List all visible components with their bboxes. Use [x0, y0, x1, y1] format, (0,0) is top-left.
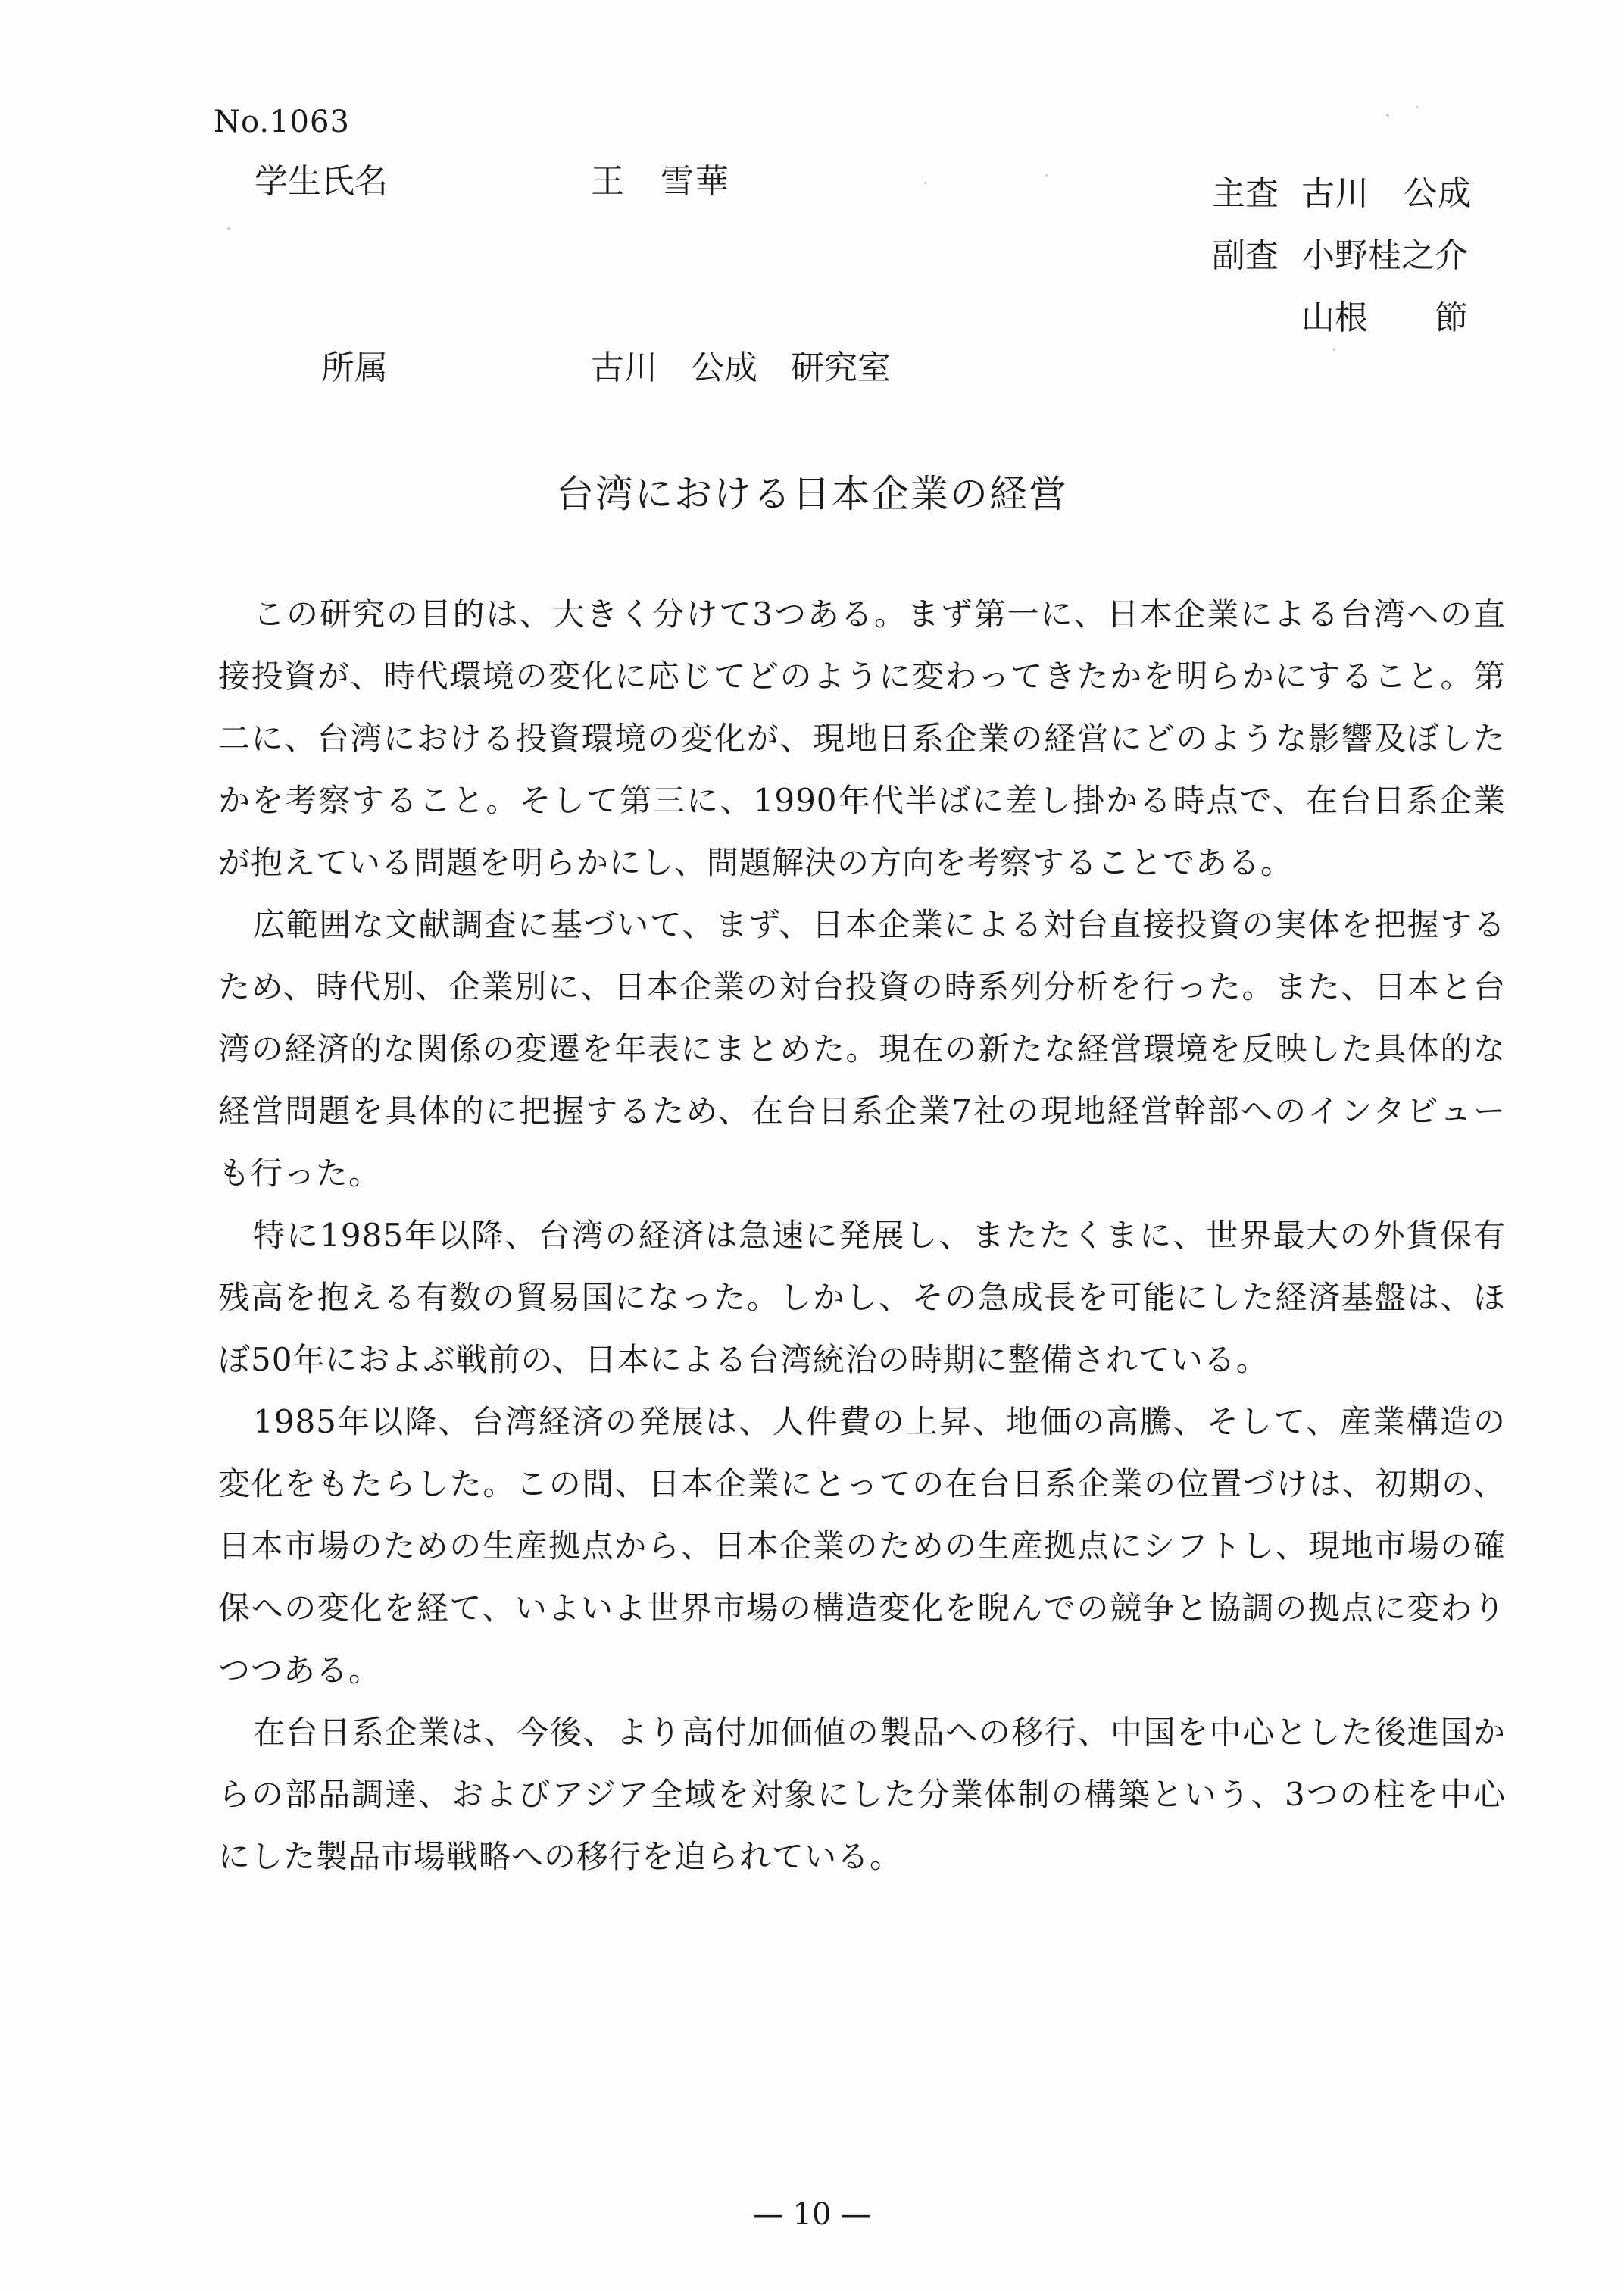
scan-speck — [1333, 348, 1335, 351]
page-number: — 10 — — [752, 2197, 872, 2232]
abstract-paragraph: 在台日系企業は、今後、より高付加価値の製品への移行、中国を中心とした後進国からの部品調達、およびアジア全域を対象にした分業体制の構築という、3つの柱を中心にした製品市場戦略への移行を迫られている。 — [218, 1714, 1506, 1875]
examiner-role: 副査 — [1212, 236, 1279, 275]
abstract-paragraph: 1985年以降、台湾経済の発展は、人件費の上昇、地価の高騰、そして、産業構造の変化をもたらした。この間、日本企業にとっての在台日系企業の位置づけは、初期の、日本市場のための生産拠点から、日本企業のための生産拠点にシフトし、現地市場の確保への変化を経て、いよいよ世界市場の構造変化を睨んでの競争と協調の拠点に変わりつつある。 — [218, 1403, 1506, 1689]
document-number: No.1063 — [214, 105, 350, 139]
examiner-name: 山根 節 — [1301, 298, 1468, 337]
scan-speck — [924, 182, 926, 184]
examiner-role: 主査 — [1212, 174, 1279, 213]
examiner-list — [1212, 159, 1500, 345]
abstract-paragraph: 広範囲な文献調査に基づいて、まず、日本企業による対台直接投資の実体を把握するため、時代別、企業別に、日本企業の対台投資の時系列分析を行った。また、日本と台湾の経済的な関係の変遷を年表にまとめた。現在の新たな経営環境を反映した具体的な経営問題を具体的に把握するため、在台日系企業7社の現地経営幹部へのインタビューも行った。 — [218, 906, 1506, 1192]
examiner-row — [1212, 283, 1500, 345]
scan-speck — [1045, 174, 1048, 177]
abstract-paragraph: 特に1985年以降、台湾の経済は急速に発展し、またたくまに、世界最大の外貨保有残高を抱える有数の貿易国になった。しかし、その急成長を可能にした経済基盤は、ほぼ50年におよぶ戦前の、日本による台湾統治の時期に整備されている。 — [218, 1217, 1506, 1378]
affiliation-label: 所属 — [321, 348, 388, 387]
examiner-name: 古川 公成 — [1301, 174, 1472, 213]
abstract-body — [218, 583, 1506, 1888]
abstract-paragraph: この研究の目的は、大きく分けて3つある。まず第一に、日本企業による台湾への直接投資が、時代環境の変化に応じてどのように変わってきたかを明らかにすること。第二に、台湾における投資環境の変化が、現地日系企業の経営にどのような影響及ぼしたかを考察すること。そして第三に、1990年代半ばに差し掛かる時点で、在台日系企業が抱えている問題を明らかにし、問題解決の方向を考察することである。 — [218, 595, 1506, 881]
scan-speck — [1416, 106, 1419, 108]
examiner-row — [1212, 159, 1500, 221]
examiner-name: 小野桂之介 — [1301, 236, 1468, 275]
affiliation-value: 古川 公成 研究室 — [591, 348, 891, 387]
student-name-label: 学生氏名 — [255, 162, 388, 201]
thesis-title: 台湾における日本企業の経営 — [556, 472, 1068, 516]
student-name: 王 雪華 — [591, 162, 730, 201]
scan-speck — [227, 227, 230, 230]
scan-speck — [1386, 114, 1389, 117]
examiner-row — [1212, 221, 1500, 283]
